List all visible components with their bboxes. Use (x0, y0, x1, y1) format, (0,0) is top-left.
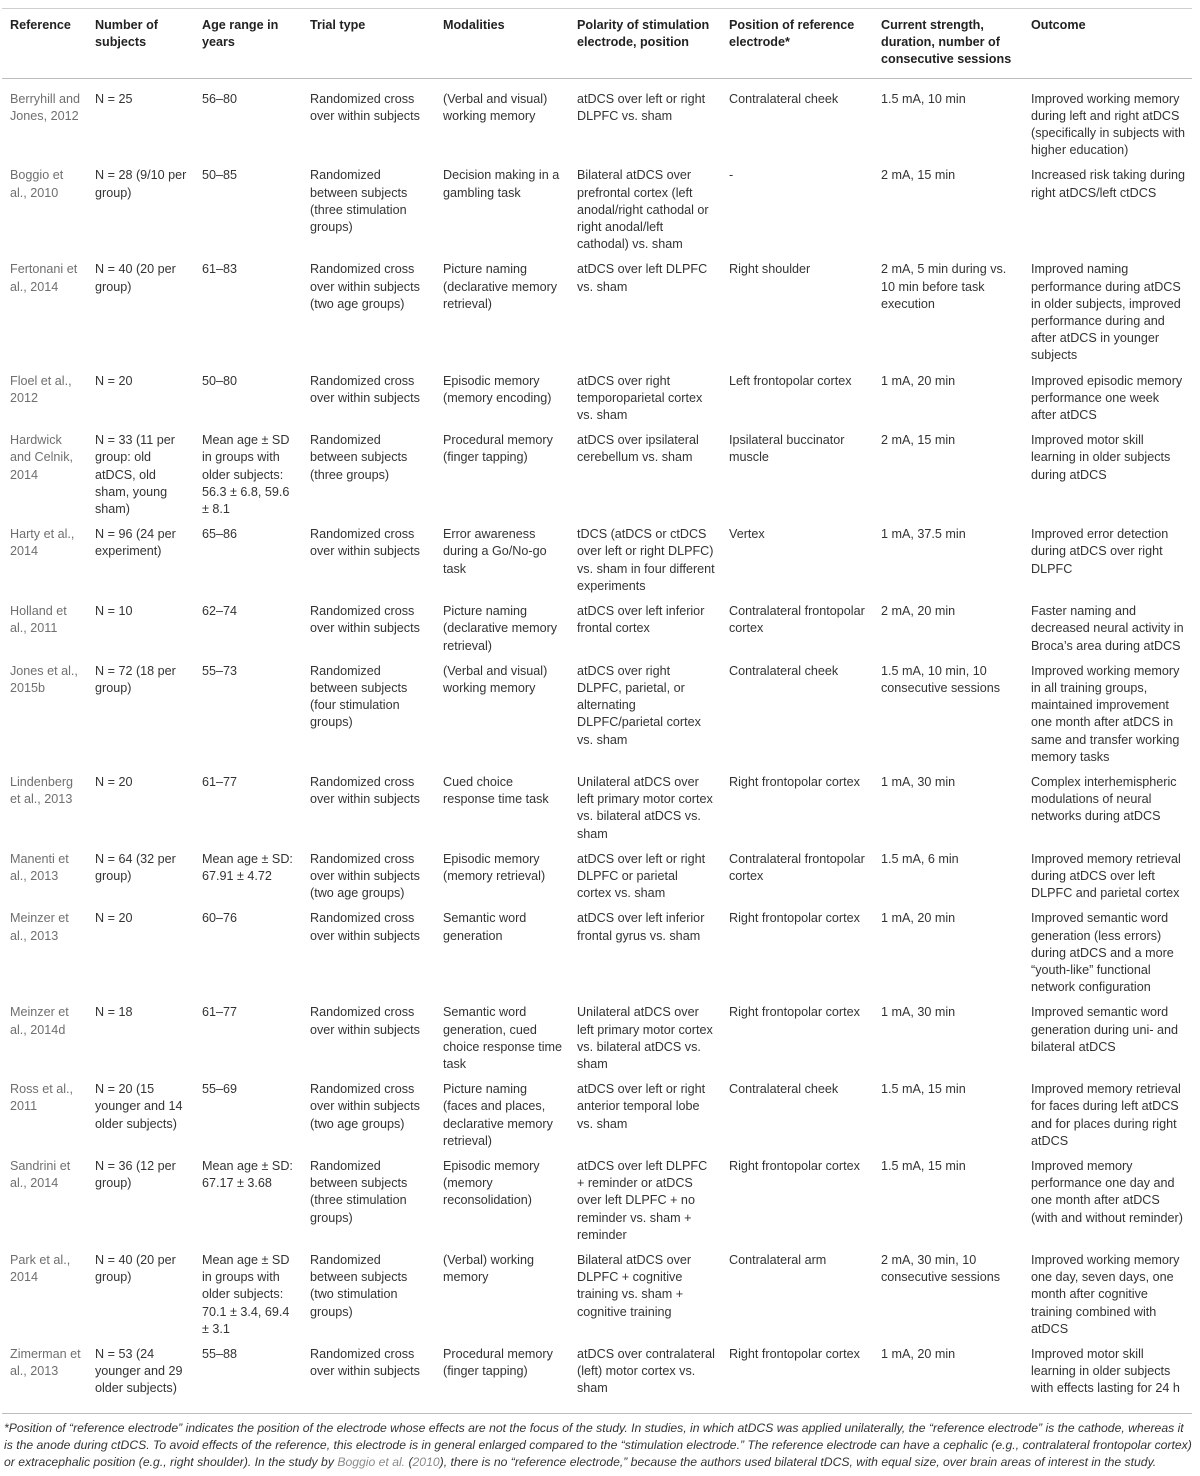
cell-modalities: Episodic memory (memory reconsolidation) (443, 1158, 540, 1208)
cell-outcome: Improved memory performance one day and one month after atDCS (with and without reminder) (1031, 1158, 1183, 1225)
table-row (2, 1343, 1192, 1413)
cell-current-strength: 2 mA, 15 min (881, 433, 956, 448)
column-header-number-of-subjects: Number of subjects (87, 9, 194, 79)
cell-outcome: Improved episodic memory performance one week after atDCS (1031, 373, 1183, 423)
cell-modalities: (Verbal and visual) working memory (443, 91, 548, 123)
cell-age-range: Mean age ± SD: 67.17 ± 3.68 (202, 1158, 293, 1191)
cell-polarity-position: Unilateral atDCS over left primary motor cortex vs. bilateral atDCS vs. sham (577, 774, 713, 841)
cell-outcome: Improved naming performance during atDCS in older subjects, improved performance during and after atDCS in younger subjects (1031, 262, 1181, 363)
cell-polarity-position: atDCS over contralateral (left) motor cortex vs. sham (569, 1343, 721, 1413)
cell-current-strength: 2 mA, 30 min, 10 consecutive sessions (881, 1253, 1001, 1285)
cell-polarity-position: atDCS over left or right anterior temporal lobe vs. sham (577, 1082, 706, 1131)
cell-reference[interactable]: Manenti et al., 2013 (10, 851, 69, 883)
cell-trial-type: Randomized between subjects (three stimulation groups) (310, 1158, 408, 1225)
cell-reference[interactable]: Harty et al., 2014 (10, 527, 75, 559)
cell-age-range: 56–80 (202, 91, 238, 106)
cell-age-range: 50–85 (202, 168, 238, 183)
cell-age-range: 50–80 (202, 373, 238, 388)
table-row (2, 523, 1192, 600)
cell-modalities: Picture naming (faces and places, declarative memory retrieval) (443, 1082, 553, 1148)
cell-modalities: Semantic word generation, cued choice response time task (443, 1005, 563, 1071)
cell-reference[interactable]: Fertonani et al., 2014 (10, 262, 78, 294)
column-header-age-range: Age range in years (194, 9, 302, 79)
cell-trial-type: Randomized cross over within subjects (two age groups) (310, 262, 420, 311)
cell-polarity-position: atDCS over left DLPFC vs. sham (577, 262, 708, 294)
cell-reference-electrode: Right frontopolar cortex (721, 1343, 873, 1413)
cell-outcome: Improved motor skill learning in older subjects with effects lasting for 24 h (1023, 1343, 1192, 1413)
cell-current-strength: 1.5 mA, 10 min, 10 consecutive sessions (881, 663, 1001, 695)
cell-outcome: Improved error detection during atDCS over right DLPFC (1031, 527, 1169, 576)
cell-outcome: Improved working memory during left and right atDCS (specifically in subjects with higher education) (1031, 91, 1185, 158)
cell-reference-electrode: Right frontopolar cortex (729, 1158, 860, 1173)
cell-modalities: Episodic memory (memory retrieval) (443, 851, 546, 883)
cell-reference-electrode: Vertex (729, 527, 765, 542)
cell-polarity-position: atDCS over right DLPFC, parietal, or alternating DLPFC/parietal cortex vs. sham (577, 663, 701, 747)
cell-number-of-subjects: N = 36 (12 per group) (95, 1158, 176, 1191)
cell-polarity-position: atDCS over ipsilateral cerebellum vs. sham (577, 433, 699, 465)
cell-trial-type: Randomized cross over within subjects (two age groups) (310, 1082, 420, 1131)
cell-reference-electrode: Right frontopolar cortex (729, 911, 860, 926)
table-row (2, 164, 1192, 258)
table-row (2, 771, 1192, 848)
cell-modalities: Error awareness during a Go/No-go task (443, 527, 547, 576)
cell-age-range: 62–74 (202, 604, 238, 619)
cell-reference[interactable]: Sandrini et al., 2014 (10, 1158, 71, 1191)
footnote-citation-year[interactable]: 2010 (412, 1455, 440, 1470)
cell-trial-type: Randomized between subjects (four stimulation groups) (310, 663, 408, 730)
cell-reference-electrode: - (729, 168, 734, 183)
column-header-current-strength: Current strength, duration, number of consecutive sessions (873, 9, 1023, 79)
cell-age-range: 55–69 (202, 1082, 238, 1097)
cell-age-range: Mean age ± SD in groups with older subjects: 70.1 ± 3.4, 69.4 ± 3.1 (202, 1253, 290, 1336)
cell-reference-electrode: Left frontopolar cortex (729, 373, 852, 388)
cell-current-strength: 1 mA, 20 min (881, 373, 956, 388)
cell-reference-electrode: Contralateral cheek (729, 663, 839, 678)
cell-reference-electrode: Right shoulder (729, 262, 811, 277)
footnote-text-2: ( (405, 1455, 413, 1470)
cell-modalities: Cued choice response time task (443, 774, 549, 807)
cell-reference[interactable]: Hardwick and Celnik, 2014 (10, 433, 74, 482)
cell-polarity-position: atDCS over left or right DLPFC vs. sham (577, 91, 706, 123)
cell-reference-electrode: Right frontopolar cortex (729, 1005, 860, 1020)
cell-number-of-subjects: N = 33 (11 per group: old atDCS, old sham, young sham) (95, 433, 175, 517)
cell-outcome: Improved working memory one day, seven days, one month after cognitive training combined with atDCS (1031, 1253, 1180, 1336)
cell-number-of-subjects: N = 72 (18 per group) (95, 663, 176, 695)
cell-number-of-subjects: N = 28 (9/10 per group) (95, 168, 187, 200)
cell-reference[interactable]: Ross et al., 2011 (10, 1082, 73, 1114)
cell-modalities: (Verbal and visual) working memory (443, 663, 548, 695)
cell-age-range: 55–73 (202, 663, 238, 678)
table-row (2, 429, 1192, 523)
cell-outcome: Improved memory retrieval for faces during left atDCS and for places during right atDCS (1031, 1082, 1181, 1148)
cell-reference-electrode: Contralateral cheek (729, 91, 839, 106)
cell-modalities: Procedural memory (finger tapping) (443, 433, 553, 465)
cell-current-strength: 2 mA, 15 min (881, 168, 956, 183)
cell-reference-electrode: Contralateral frontopolar cortex (729, 851, 865, 883)
cell-outcome: Improved motor skill learning in older subjects during atDCS (1031, 433, 1171, 482)
cell-trial-type: Randomized cross over within subjects (310, 527, 420, 559)
cell-trial-type: Randomized cross over within subjects (310, 774, 420, 807)
cell-reference[interactable]: Floel et al., 2012 (10, 373, 72, 405)
column-header-reference: Reference (2, 9, 87, 79)
cell-current-strength: 2 mA, 5 min during vs. 10 min before task execution (881, 262, 1007, 311)
table-row (2, 1155, 1192, 1249)
cell-number-of-subjects: N = 40 (20 per group) (95, 262, 176, 294)
cell-outcome: Improved semantic word generation during uni- and bilateral atDCS (1031, 1005, 1179, 1054)
cell-trial-type: Randomized cross over within subjects (310, 373, 420, 405)
cell-outcome: Faster naming and decreased neural activity in Broca’s area during atDCS (1031, 604, 1184, 653)
cell-trial-type: Randomized between subjects (three groups) (310, 433, 408, 482)
footnote-text-3: ), there is no “reference electrode,” because the authors used bilateral tDCS, with equal size, over brain areas of interest in the study. (439, 1455, 1157, 1470)
cell-polarity-position: atDCS over left or right DLPFC or parietal cortex vs. sham (577, 851, 706, 901)
cell-modalities: Episodic memory (memory encoding) (443, 373, 552, 405)
cell-number-of-subjects: N = 25 (95, 91, 133, 106)
cell-polarity-position: Bilateral atDCS over prefrontal cortex (left anodal/right cathodal or right anodal/left cathodal) vs. sham (577, 168, 709, 252)
cell-reference[interactable]: Meinzer et al., 2014d (10, 1005, 69, 1037)
column-header-outcome: Outcome (1023, 9, 1192, 79)
table-body (2, 78, 1192, 1413)
cell-reference-electrode: Contralateral frontopolar cortex (729, 604, 865, 636)
cell-age-range: Mean age ± SD in groups with older subjects: 56.3 ± 6.8, 59.6 ± 8.1 (202, 433, 290, 517)
cell-outcome: Complex interhemispheric modulations of neural networks during atDCS (1031, 774, 1177, 824)
cell-reference[interactable]: Zimerman et al., 2013 (2, 1343, 87, 1413)
cell-trial-type: Randomized between subjects (three stimulation groups) (310, 168, 408, 235)
cell-number-of-subjects: N = 20 (15 younger and 14 older subjects) (95, 1082, 183, 1131)
cell-modalities: Picture naming (declarative memory retrieval) (443, 262, 558, 311)
cell-trial-type: Randomized cross over within subjects (302, 1343, 435, 1413)
table-header-row (2, 9, 1192, 79)
cell-current-strength: 1.5 mA, 6 min (881, 851, 959, 866)
cell-reference[interactable]: Lindenberg et al., 2013 (10, 774, 74, 807)
table-row (2, 1078, 1192, 1155)
cell-polarity-position: atDCS over right temporoparietal cortex vs. sham (577, 373, 703, 423)
cell-current-strength: 1 mA, 30 min (881, 1005, 956, 1020)
cell-age-range: 65–86 (202, 527, 238, 542)
cell-outcome: Improved memory retrieval during atDCS over left DLPFC and parietal cortex (1031, 851, 1181, 901)
cell-number-of-subjects: N = 18 (95, 1005, 133, 1020)
cell-number-of-subjects: N = 64 (32 per group) (95, 851, 176, 883)
cell-age-range: 61–77 (202, 1005, 238, 1020)
cell-number-of-subjects: N = 53 (24 younger and 29 older subjects) (87, 1343, 194, 1413)
column-header-modalities: Modalities (435, 9, 569, 79)
table-row (2, 1001, 1192, 1078)
table-row (2, 600, 1192, 660)
studies-table (2, 8, 1192, 1414)
cell-current-strength: 1.5 mA, 15 min (881, 1158, 966, 1173)
column-header-polarity-position: Polarity of stimulation electrode, position (569, 9, 721, 79)
cell-age-range: 55–88 (194, 1343, 302, 1413)
cell-reference[interactable]: Boggio et al., 2010 (10, 168, 64, 200)
cell-number-of-subjects: N = 40 (20 per group) (95, 1253, 176, 1285)
cell-outcome: Improved working memory in all training groups, maintained improvement one month after atDCS in same and transfer working memory tasks (1031, 663, 1180, 764)
cell-current-strength: 1.5 mA, 10 min (881, 91, 966, 106)
cell-age-range: 61–77 (202, 774, 238, 789)
cell-reference[interactable]: Park et al., 2014 (10, 1253, 71, 1285)
cell-current-strength: 1 mA, 37.5 min (881, 527, 966, 542)
cell-outcome: Improved semantic word generation (less errors) during atDCS and a more “youth-like” functional network configuration (1031, 911, 1174, 995)
table-row (2, 78, 1192, 164)
cell-trial-type: Randomized cross over within subjects (310, 911, 420, 943)
cell-reference-electrode: Contralateral cheek (729, 1082, 839, 1097)
cell-age-range: 61–83 (202, 262, 238, 277)
cell-polarity-position: atDCS over left inferior frontal gyrus vs. sham (577, 911, 705, 943)
table-row (2, 258, 1192, 369)
cell-outcome: Increased risk taking during right atDCS/left ctDCS (1031, 168, 1186, 200)
cell-reference[interactable]: Jones et al., 2015b (10, 663, 78, 695)
cell-number-of-subjects: N = 20 (95, 774, 133, 789)
table-row (2, 1249, 1192, 1343)
table-row (2, 370, 1192, 430)
cell-number-of-subjects: N = 20 (95, 911, 133, 926)
cell-reference[interactable]: Meinzer et al., 2013 (10, 911, 69, 943)
cell-modalities: Picture naming (declarative memory retrieval) (443, 604, 558, 653)
table-row (2, 660, 1192, 771)
cell-reference[interactable]: Berryhill and Jones, 2012 (10, 91, 80, 123)
cell-current-strength: 1.5 mA, 15 min (881, 1082, 966, 1097)
cell-modalities: Semantic word generation (443, 911, 527, 943)
cell-current-strength: 2 mA, 20 min (881, 604, 956, 619)
cell-polarity-position: Unilateral atDCS over left primary motor cortex vs. bilateral atDCS vs. sham (577, 1005, 713, 1071)
cell-polarity-position: tDCS (atDCS or ctDCS over left or right DLPFC) vs. sham in four different experiments (577, 527, 715, 593)
cell-reference-electrode: Contralateral arm (729, 1253, 827, 1267)
cell-reference-electrode: Ipsilateral buccinator muscle (729, 433, 845, 465)
cell-polarity-position: Bilateral atDCS over DLPFC + cognitive training vs. sham + cognitive training (577, 1253, 692, 1319)
cell-modalities: (Verbal) working memory (443, 1253, 534, 1285)
cell-trial-type: Randomized cross over within subjects (310, 1005, 420, 1037)
cell-number-of-subjects: N = 96 (24 per experiment) (95, 527, 176, 559)
cell-reference[interactable]: Holland et al., 2011 (10, 604, 67, 636)
cell-polarity-position: atDCS over left inferior frontal cortex (577, 604, 705, 636)
cell-modalities: Decision making in a gambling task (443, 168, 560, 200)
cell-current-strength: 1 mA, 20 min (881, 911, 956, 926)
cell-age-range: Mean age ± SD: 67.91 ± 4.72 (202, 851, 293, 883)
cell-number-of-subjects: N = 20 (95, 373, 133, 388)
cell-trial-type: Randomized cross over within subjects (two age groups) (310, 851, 420, 901)
cell-current-strength: 1 mA, 30 min (881, 774, 956, 789)
footnote-citation-author[interactable]: Boggio et al. (337, 1455, 406, 1470)
table-row (2, 848, 1192, 908)
cell-polarity-position: atDCS over left DLPFC + reminder or atDCS over left DLPFC + no reminder vs. sham + reminder (577, 1158, 708, 1242)
cell-trial-type: Randomized cross over within subjects (310, 604, 420, 636)
cell-modalities: Procedural memory (finger tapping) (435, 1343, 569, 1413)
cell-trial-type: Randomized between subjects (two stimulation groups) (310, 1253, 408, 1319)
table-row (2, 907, 1192, 1001)
cell-number-of-subjects: N = 10 (95, 604, 133, 619)
column-header-trial-type: Trial type (302, 9, 435, 79)
cell-reference-electrode: Right frontopolar cortex (729, 774, 860, 789)
cell-current-strength: 1 mA, 20 min (873, 1343, 1023, 1413)
footnote-text-1: *Position of “reference electrode” indicates the position of the electrode whose effects are not the focus of the study. In studies, in which atDCS was applied unilaterally, the “reference electrode” is the cathode, whereas it is the anode during ctDCS. To avoid effects of the reference, this electrode is in general enlarged compared to the “stimulation electrode.” The reference electrode can have a cephalic (e.g., contralateral frontopolar cortex) or extracephalic position (e.g., right shoulder). In the study by (4, 1420, 1192, 1470)
table-footnote (4, 1420, 1192, 1472)
column-header-reference-electrode: Position of reference electrode* (721, 9, 873, 79)
cell-age-range: 60–76 (202, 911, 238, 926)
cell-trial-type: Randomized cross over within subjects (310, 91, 420, 123)
